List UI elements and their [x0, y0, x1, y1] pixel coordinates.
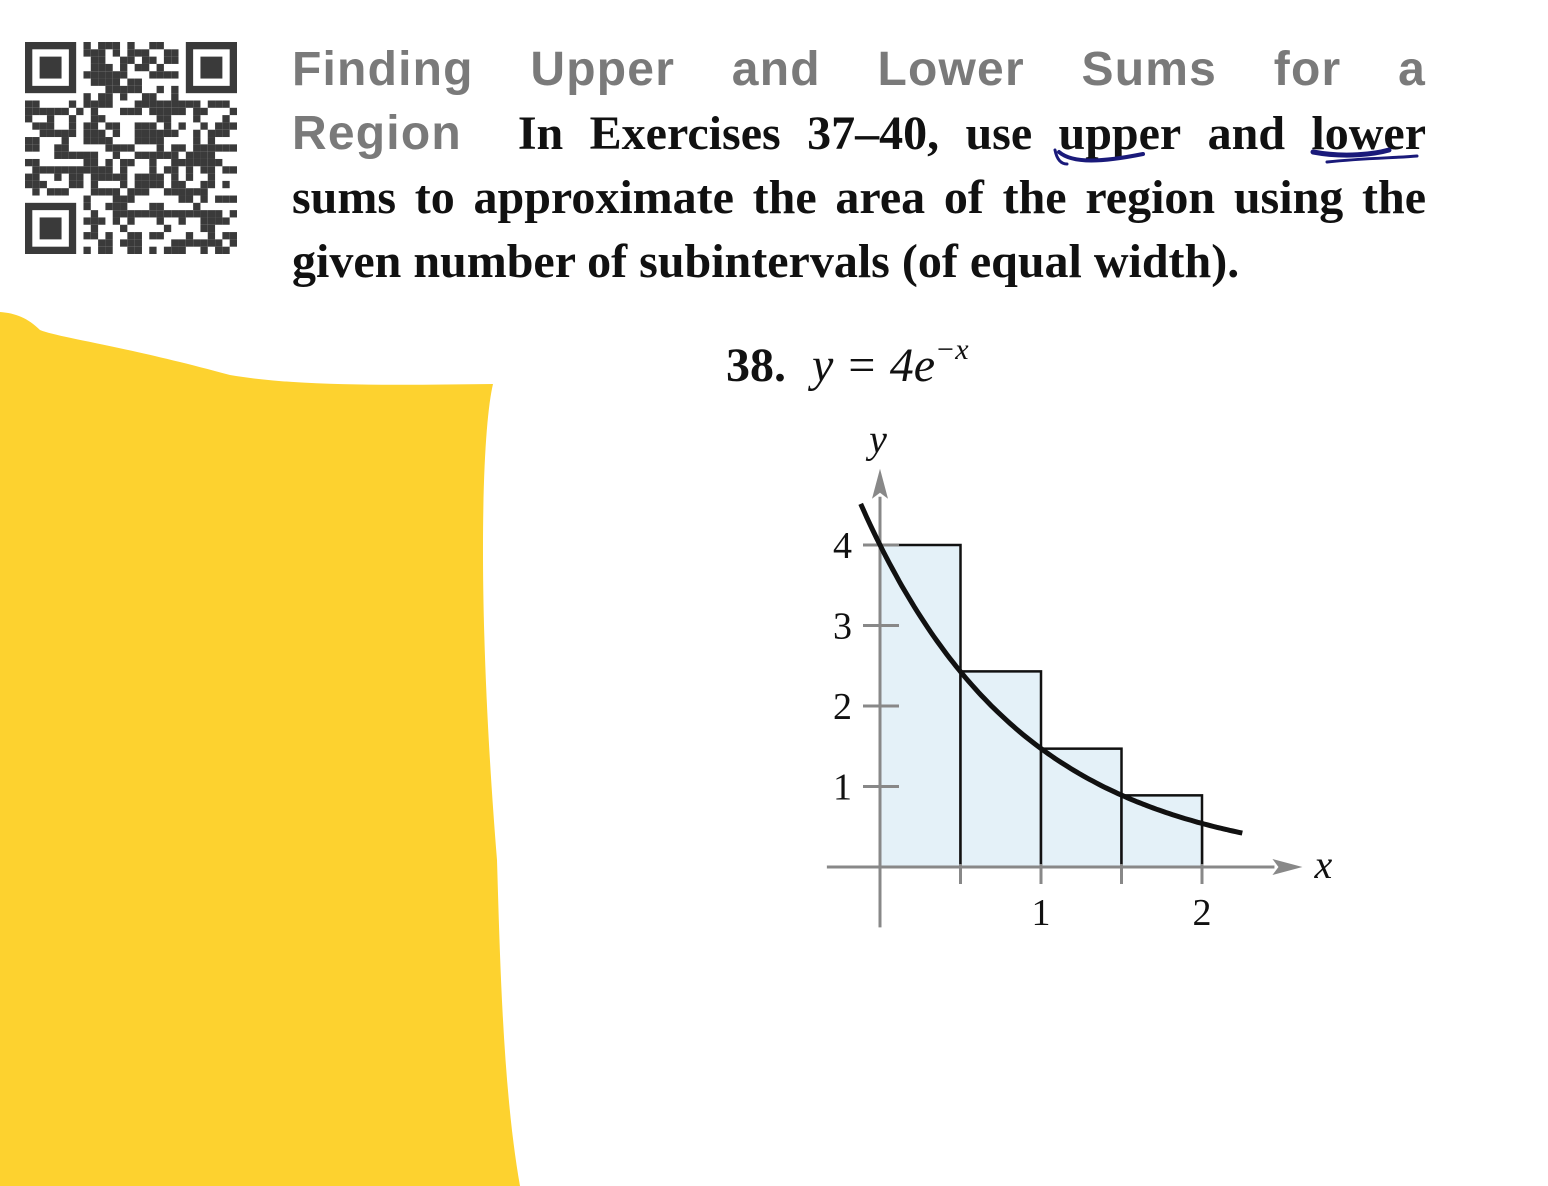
upper-sum-rectangles — [880, 545, 1202, 867]
instructions-text-middle: and — [1181, 107, 1312, 160]
y-tick-label: 4 — [833, 525, 852, 567]
y-tick-label: 1 — [833, 766, 852, 809]
y-tick-label: 3 — [833, 605, 852, 648]
upper-sum-rectangle — [961, 671, 1042, 867]
exercise-equation: y = 4e — [812, 339, 935, 392]
y-axis-arrowhead — [872, 469, 888, 499]
instructions-text-start: In Exercises 37–40, use — [517, 107, 1059, 160]
y-tick-label: 2 — [833, 686, 852, 728]
x-axis-arrowhead — [1272, 859, 1302, 875]
section-heading: Finding Upper and Lower Sums for a Region — [292, 43, 1426, 160]
upper-sum-rectangle — [1122, 795, 1203, 867]
upper-sum-rectangle — [1041, 749, 1122, 867]
instructions-text-end: sums to approximate the area of the region using the given number of subintervals (of equal width). — [292, 171, 1426, 288]
y-axis-label: y — [869, 416, 887, 462]
x-tick-label: 2 — [1192, 892, 1212, 934]
x-tick-label: 1 — [1031, 892, 1051, 934]
exercise-number: 38. — [726, 339, 786, 392]
lower-word: lower — [1311, 107, 1427, 160]
x-axis-label: x — [1314, 842, 1333, 887]
upper-word: upper — [1058, 107, 1182, 160]
exercise-exponent: −x — [935, 333, 969, 366]
